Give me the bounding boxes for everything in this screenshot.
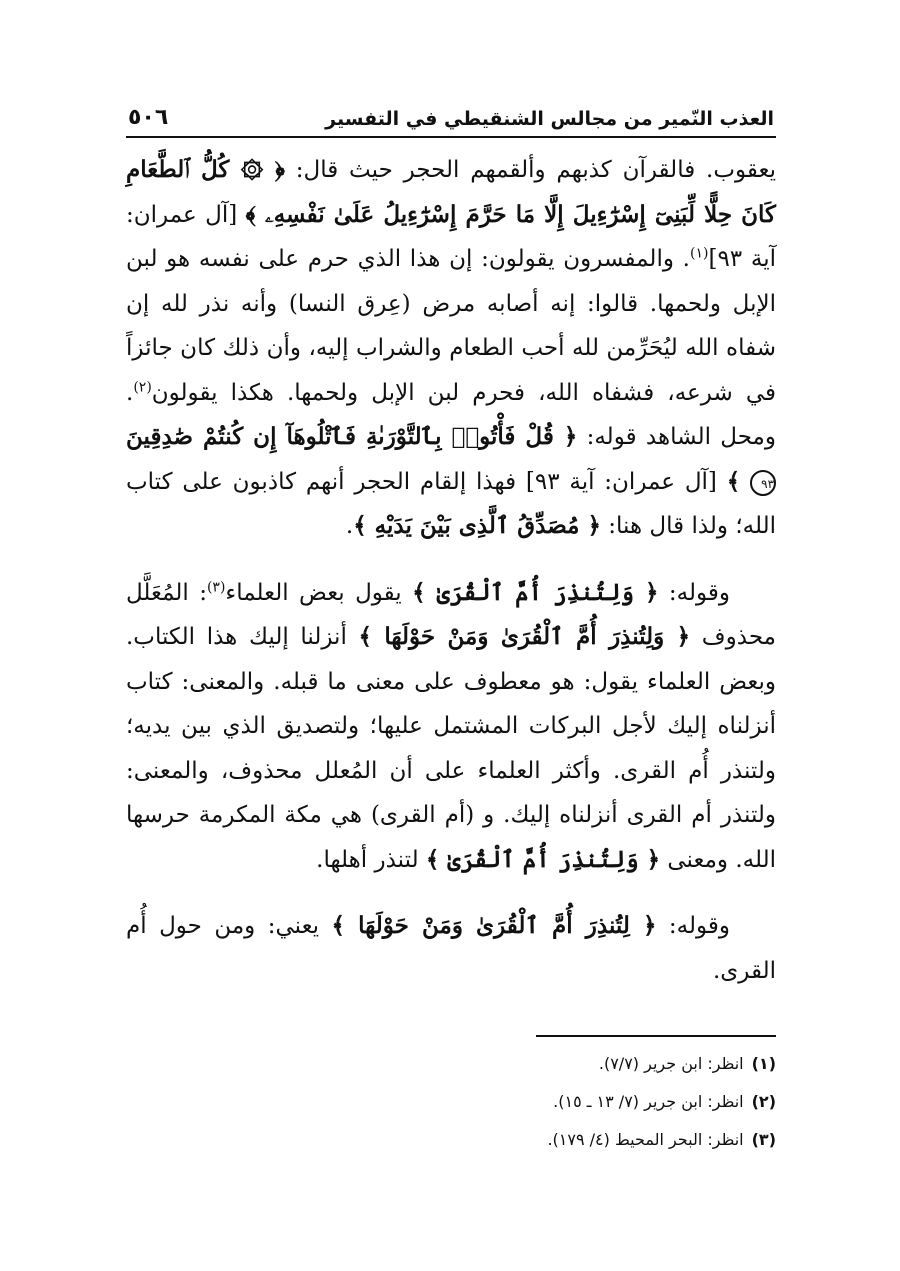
running-header bbox=[126, 100, 776, 138]
p2-text-5: لتنذر أهلها. bbox=[316, 846, 426, 873]
footnote-ref-3[interactable]: (٣) bbox=[206, 578, 226, 595]
footnote-1 bbox=[126, 1045, 776, 1083]
footnote-number: (٣) bbox=[751, 1130, 776, 1149]
quran-verse-litundhira-1: ﴿ وَلِتُنذِرَ أُمَّ ٱلْقُرَىٰ ﴾ bbox=[412, 578, 659, 606]
paragraph-1 bbox=[126, 148, 776, 549]
footnote-number: (١) bbox=[751, 1054, 776, 1073]
p2-text-2: يقول بعض العلماء bbox=[225, 579, 413, 606]
quran-close-bracket: ﴾ bbox=[726, 467, 741, 495]
quran-verse-litundhira-2: ﴿ وَلِتُنذِرَ أُمَّ ٱلْقُرَىٰ وَمَنْ حَوْلَهَا ﴾ bbox=[358, 623, 691, 650]
paragraph-3 bbox=[126, 904, 776, 993]
page-number: ٥٠٦ bbox=[128, 105, 169, 130]
p2-text-1: وقوله: bbox=[658, 579, 730, 606]
p2-text-3: : المُعَلَّل محذوف bbox=[126, 579, 776, 650]
p1-text-4: . ومحل الشاهد قوله: bbox=[126, 379, 776, 450]
footnote-number: (٢) bbox=[751, 1092, 776, 1111]
p1-text-5: [آل عمران: آية ٩٣] فهذا إلقام الحجر أنهم كاذبون على كتاب الله؛ ولذا قال هنا: bbox=[126, 468, 776, 539]
p2-text-4: أنزلنا إليك هذا الكتاب. وبعض العلماء يقول: هو معطوف على معنى ما قبله. والمعنى: كتاب أنزلناه إليك لأجل البركات المشتمل عليها؛ ولتصديق الذي بين يديه؛ ولتنذر أُم القرى. وأكثر العلماء على أن المُعلل محذوف، والمعنى: ولتنذر أم القرى أنزلناه إليك. و (أم القرى) هي مكة المكرمة حرسها الله. ومعنى bbox=[126, 624, 776, 873]
p1-text-1: يعقوب. فالقرآن كذبهم وألقمهم الحجر حيث قال: bbox=[284, 157, 777, 183]
quran-verse-al-imran-93: ﴿ ۞ كُلُّ ٱلطَّعَامِ كَانَ حِلًّا لِّبَنِىٓ إِسْرَٰٓءِيلَ إِلَّا مَا حَرَّمَ إِسْرَٰٓءِيلُ عَلَىٰ نَفْسِهِۦ ﴾ bbox=[126, 156, 777, 228]
footnote-2 bbox=[126, 1083, 776, 1121]
quran-verse-qul-fatu: ﴿ قُلْ فَأْتُوا۟ بِٱلتَّوْرَىٰةِ فَٱتْلُوهَآ إِن كُنتُمْ صَٰدِقِينَ bbox=[126, 423, 578, 450]
p3-text-1: وقوله: bbox=[656, 913, 730, 939]
quran-verse-musaddiq: ﴿ مُصَدِّقُ ٱلَّذِى بَيْنَ يَدَيْهِ ﴾ bbox=[353, 512, 601, 539]
footnote-ref-1[interactable]: (١) bbox=[689, 245, 709, 262]
footnote-divider bbox=[536, 1035, 776, 1037]
footnote-text: انظر: ابن جرير (٧/ ١٣ ـ ١٥). bbox=[553, 1092, 744, 1111]
paragraph-2 bbox=[126, 571, 776, 883]
footnote-ref-2[interactable]: (٢) bbox=[133, 378, 152, 395]
p3-text-2: يعني: ومن حول أُم القرى. bbox=[126, 913, 776, 984]
footnote-text: انظر: البحر المحيط (٤/ ١٧٩). bbox=[547, 1130, 744, 1149]
quran-verse-litundhira-3: ﴿ وَلِتُنذِرَ أُمَّ ٱلْقُرَىٰ ﴾ bbox=[425, 845, 661, 873]
p1-text-2: [آل عمران: آية ٩٣] bbox=[126, 201, 777, 272]
book-title: العذب النّمير من مجالس الشنقيطي في التفسير bbox=[325, 108, 774, 130]
page bbox=[126, 100, 777, 1149]
ayah-number-icon: ٩٣ bbox=[750, 470, 776, 496]
p1-text-6: . bbox=[345, 513, 354, 539]
p1-text-3: . والمفسرون يقولون: إن هذا الذي حرم على نفسه هو لبن الإبل ولحمها. قالوا: إنه أصابه مرض (عِرق النسا) وأنه نذر لله إن شفاه الله ليُحَرِّمن لله أحب الطعام والشراب إليه، وأن ذلك كان جائزاً في شرعه، فشفاه الله، فحرم لبن الإبل ولحمها. هكذا يقولون bbox=[126, 246, 776, 406]
footnote-3 bbox=[126, 1121, 776, 1159]
quran-verse-litundhira-4: ﴿ لِتُنذِرَ أُمَّ ٱلْقُرَىٰ وَمَنْ حَوْلَهَا ﴾ bbox=[331, 912, 657, 939]
main-text bbox=[126, 148, 776, 993]
footnote-text: انظر: ابن جرير (٧/٧). bbox=[598, 1054, 744, 1073]
footnotes bbox=[126, 1045, 776, 1159]
